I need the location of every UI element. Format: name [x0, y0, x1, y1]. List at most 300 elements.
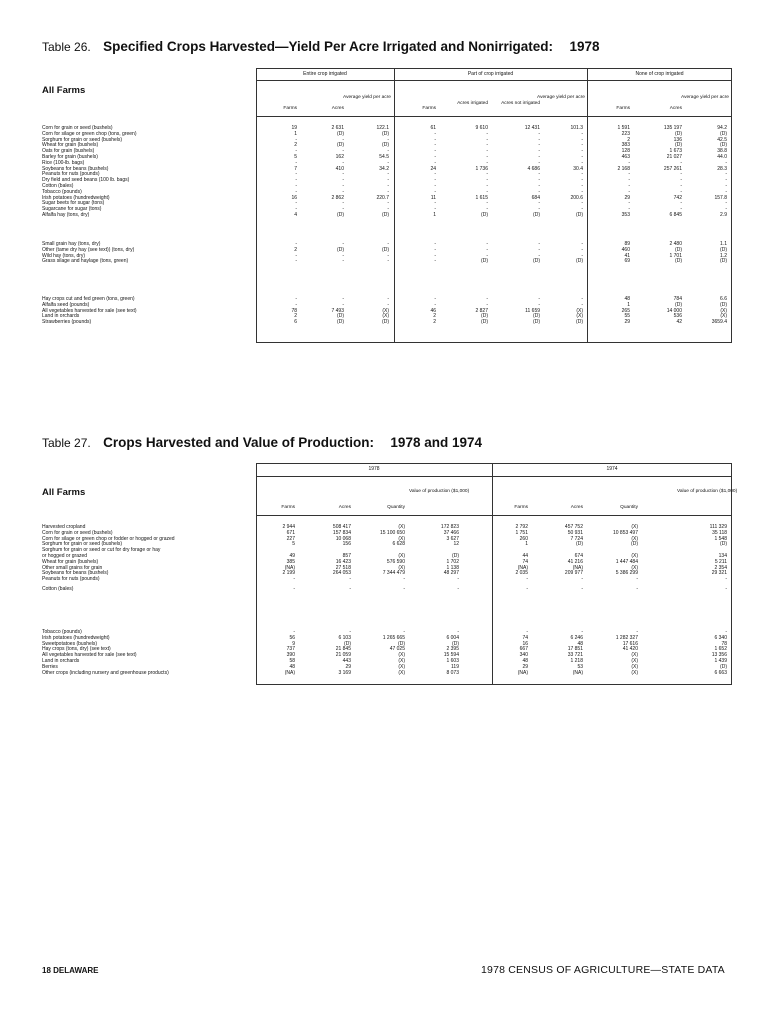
table26-row-label: Grass silage and haylage (tons, green) — [42, 258, 129, 265]
table27-cell: 48 — [522, 658, 528, 664]
table27-cell: (X) — [398, 663, 405, 670]
table26-cell: 30.4 — [573, 165, 583, 172]
table27-group-header: 1974 — [606, 466, 618, 472]
table26-cell: - — [342, 296, 344, 302]
table27-cell: 33 721 — [567, 652, 583, 659]
table27-cell: 5 — [292, 541, 295, 548]
table26-cell: - — [538, 154, 540, 160]
table27-cell: - — [457, 576, 459, 583]
table26-cell: - — [680, 206, 682, 213]
table26-row-label: Corn for silage or green chop (tons, green) — [42, 130, 137, 137]
table27-cell: (D) — [720, 541, 727, 548]
table27-cell: (X) — [398, 524, 405, 530]
table27-cell: 1 282 327 — [615, 634, 638, 641]
table27-cell: 737 — [286, 646, 295, 653]
table27-cell: (X) — [631, 663, 638, 670]
table27-cell: 2 199 — [282, 570, 295, 577]
table26-cell: - — [725, 188, 727, 195]
table26-cell: (X) — [382, 313, 389, 320]
table26-row-label: Oats for grain (bushels) — [42, 148, 95, 155]
table-26-year: 1978 — [569, 39, 600, 54]
table26-cell: (D) — [382, 246, 389, 253]
table26-cell: - — [581, 200, 583, 207]
table26-cell: - — [387, 148, 389, 155]
table27-cell: 156 — [342, 541, 351, 548]
table26-cell: 29 — [624, 194, 630, 201]
table26-cell: - — [295, 252, 297, 259]
table26-row-label: Soybeans for beans (bushels) — [42, 165, 109, 172]
table27-cell: (X) — [398, 669, 405, 676]
table27-cell: 111 329 — [709, 524, 727, 530]
table27-cell: (D) — [344, 640, 351, 647]
table26-cell: - — [387, 177, 389, 184]
table27-cell: 1 652 — [714, 646, 727, 653]
table27-cell: 9 — [292, 640, 295, 647]
table26-column-header: Farms — [422, 106, 436, 112]
table26-cell: - — [342, 301, 344, 308]
table27-cell: 49 — [289, 553, 295, 559]
table26-cell: - — [486, 171, 488, 178]
table26-row-label: Cotton (bales) — [42, 183, 74, 189]
table27-cell: - — [403, 586, 405, 592]
table-26-number: Table 26. — [42, 40, 91, 54]
table26-cell: - — [342, 183, 344, 189]
table26-cell: 21 027 — [666, 154, 682, 160]
table27-cell: - — [403, 629, 405, 635]
table26-cell: - — [538, 188, 540, 195]
table27-cell: (NA) — [572, 669, 583, 676]
table27-cell: - — [349, 576, 351, 583]
table27-cell: - — [293, 576, 295, 583]
table27-cell: 157 834 — [332, 529, 351, 536]
table26-cell: - — [486, 252, 488, 259]
table26-cell: - — [342, 188, 344, 195]
table26-cell: 784 — [673, 296, 682, 302]
table26-cell: (D) — [382, 130, 389, 137]
table26-cell: - — [725, 183, 727, 189]
table26-cell: 2 — [294, 246, 297, 253]
table26-cell: 410 — [335, 165, 344, 172]
table26-cell: - — [725, 177, 727, 184]
table26-row-label: Corn for grain or seed (bushels) — [42, 125, 113, 131]
table26-cell: - — [387, 159, 389, 166]
table26-cell: 157.8 — [714, 194, 727, 201]
table27-row-label: Corn for grain or seed (bushels) — [42, 529, 113, 536]
table27-cell: 2 035 — [515, 570, 528, 577]
table27-cell: 29 — [345, 663, 351, 670]
table26-cell: 1 736 — [475, 165, 488, 172]
table26-cell: (D) — [675, 258, 682, 265]
table26-cell: 1 — [627, 301, 630, 308]
table27-cell: - — [457, 629, 459, 635]
table26-cell: - — [486, 154, 488, 160]
table27-column-header: Value of production ($1,000) — [677, 488, 738, 494]
table27-cell: 7 344 479 — [382, 570, 405, 577]
table27-row-label: Land in orchards — [42, 658, 80, 664]
table26-cell: (D) — [382, 212, 389, 218]
table26-cell: - — [725, 159, 727, 166]
table26-group-rule — [256, 80, 732, 81]
table26-cell: - — [434, 241, 436, 247]
table26-cell: - — [725, 200, 727, 207]
table26-cell: - — [581, 296, 583, 302]
table26-cell: 2.9 — [720, 212, 727, 218]
table27-row-label: Berries — [42, 663, 58, 670]
table27-cell: 21 059 — [335, 652, 351, 659]
table27-column-header: Acres — [338, 505, 351, 511]
table26-cell: - — [486, 246, 488, 253]
table27-row-label: or hogged or grazed — [42, 553, 88, 559]
table27-row-label: Sorghum for grain or seed (bushels) — [42, 541, 123, 548]
table27-cell: 340 — [519, 652, 528, 659]
table-27-years: 1978 and 1974 — [390, 435, 482, 450]
table26-cell: - — [434, 206, 436, 213]
table26-cell: (D) — [337, 246, 344, 253]
footer-publication-label: 1978 CENSUS OF AGRICULTURE—STATE DATA — [481, 964, 725, 976]
table26-row-label: Barley for grain (bushels) — [42, 154, 98, 160]
table26-cell: 28.3 — [717, 165, 727, 172]
table26-cell: 4 — [294, 212, 297, 218]
table26-column-header: Average yield per acre — [681, 95, 729, 101]
table27-cell: 576 590 — [386, 558, 405, 565]
table26-row-label: Rice (100-lb. bags) — [42, 159, 85, 166]
table26-cell: - — [295, 200, 297, 207]
table27-column-header: Quantity — [620, 505, 638, 511]
table26-cell: 38.8 — [717, 148, 727, 155]
table27-cell: 1 447 484 — [615, 558, 638, 565]
table26-cell: (D) — [675, 246, 682, 253]
table26-cell: - — [680, 159, 682, 166]
table27-row-label: Corn for silage or green chop or fodder or hogged or grazed — [42, 535, 175, 542]
table27-cell: 1 702 — [446, 558, 459, 565]
table26-cell: - — [387, 241, 389, 247]
table27-cell: - — [725, 576, 727, 583]
table26-cell: - — [486, 130, 488, 137]
table27-cell: - — [457, 586, 459, 592]
table27-cell: - — [636, 576, 638, 583]
table26-cell: - — [434, 177, 436, 184]
table27-cell: (D) — [720, 663, 727, 670]
table27-row-label: Hay crops (tons, dry) (see text) — [42, 646, 111, 653]
table26-cell: (D) — [533, 319, 540, 326]
table26-row-label: Alfalfa hay (tons, dry) — [42, 212, 90, 218]
table-27-title-block — [42, 434, 482, 452]
table27-cell: 74 — [522, 634, 528, 641]
table26-cell: 34.2 — [379, 165, 389, 172]
table26-cell: 742 — [673, 194, 682, 201]
table26-cell: - — [581, 188, 583, 195]
table26-row-label: Land in orchards — [42, 313, 80, 320]
table26-row-label: Dry field and seed beans (100 lb. bags) — [42, 177, 130, 184]
table27-cell: (D) — [576, 541, 583, 548]
table27-cell: - — [526, 576, 528, 583]
table26-cell: - — [387, 171, 389, 178]
table27-cell: 74 — [522, 558, 528, 565]
table27-cell: (X) — [631, 658, 638, 664]
table26-cell: - — [581, 246, 583, 253]
table26-row-label: Peanuts for nuts (pounds) — [42, 171, 100, 178]
table27-cell: 1 548 — [714, 535, 727, 542]
table26-cell: - — [295, 206, 297, 213]
table26-cell: 41 — [624, 252, 630, 259]
table27-cell: 264 053 — [332, 570, 351, 577]
table26-cell: - — [581, 148, 583, 155]
table26-cell: 54.5 — [379, 154, 389, 160]
table27-cell: 390 — [286, 652, 295, 659]
table26-cell: - — [628, 183, 630, 189]
table27-cell: 3 627 — [446, 535, 459, 542]
table26-cell: - — [486, 159, 488, 166]
table26-cell: - — [342, 148, 344, 155]
table27-cell: (X) — [398, 553, 405, 559]
table26-cell: 1.1 — [720, 241, 727, 247]
table26-cell: - — [581, 171, 583, 178]
table26-cell: 69 — [624, 258, 630, 265]
table27-cell: 41 420 — [622, 646, 638, 653]
table26-cell: 2 — [433, 313, 436, 320]
table27-column-header: Value of production ($1,000) — [409, 488, 470, 494]
table26-column-header: Acres — [331, 106, 344, 112]
table27-cell: 857 — [342, 553, 351, 559]
table26-cell: - — [486, 177, 488, 184]
table26-cell: (D) — [720, 301, 727, 308]
table26-cell: (D) — [675, 142, 682, 149]
table27-column-header: Farms — [514, 505, 528, 511]
table26-cell: 1 — [294, 130, 297, 137]
table27-cell: 172 823 — [440, 524, 459, 530]
table27-cell: (D) — [631, 541, 638, 548]
table26-cell: - — [434, 159, 436, 166]
table27-cell: (X) — [398, 652, 405, 659]
table26-cell: - — [434, 171, 436, 178]
table26-cell: 463 — [621, 154, 630, 160]
table26-cell: - — [581, 183, 583, 189]
table27-cell: - — [581, 576, 583, 583]
table26-cell: - — [295, 241, 297, 247]
table27-cell: 6 628 — [392, 541, 405, 548]
table26-cell: - — [342, 159, 344, 166]
table26-cell: 200.6 — [570, 194, 583, 201]
table27-cell: 12 — [453, 541, 459, 548]
table26-cell: - — [486, 200, 488, 207]
table27-cell: 7 724 — [570, 535, 583, 542]
table26-cell: 2 168 — [617, 165, 630, 172]
table26-cell: (D) — [382, 142, 389, 149]
table26-cell: - — [434, 246, 436, 253]
table26-cell: - — [538, 301, 540, 308]
table27-cell: 134 — [718, 553, 727, 559]
footer-page-label: 18 DELAWARE — [42, 966, 99, 975]
table26-group-header: Part of crop irrigated — [467, 71, 514, 77]
table26-cell: - — [486, 136, 488, 143]
table26-column-header: Acres not irrigated — [501, 100, 540, 106]
table26-cell: 353 — [621, 212, 630, 218]
table26-cell: (D) — [533, 212, 540, 218]
table27-cell: - — [636, 586, 638, 592]
table26-cell: - — [581, 130, 583, 137]
table27-row-label: All vegetables harvested for sale (see text) — [42, 652, 137, 659]
table26-cell: 460 — [621, 246, 630, 253]
table27-cell: - — [293, 586, 295, 592]
table26-cell: 2 — [627, 136, 630, 143]
table26-cell: - — [295, 258, 297, 265]
table26-cell: 42 — [676, 319, 682, 326]
table27-row-label: Soybeans for beans (bushels) — [42, 570, 109, 577]
table26-cell: - — [538, 183, 540, 189]
table27-cell: 10 853 497 — [612, 529, 638, 536]
table26-cell: 101.3 — [570, 125, 583, 131]
table27-cell: 260 — [519, 535, 528, 542]
table26-cell: 1 701 — [669, 252, 682, 259]
table26-cell: 5 — [294, 154, 297, 160]
table-26-stub-title: All Farms — [42, 85, 86, 96]
table26-cell: - — [434, 188, 436, 195]
table26-cell: 383 — [621, 142, 630, 149]
table26-cell: (D) — [720, 246, 727, 253]
table27-cell: 3 169 — [338, 669, 351, 676]
table26-cell: 536 — [673, 313, 682, 320]
table-27-stub-title: All Farms — [42, 487, 86, 498]
table27-cell: (X) — [631, 553, 638, 559]
table26-header-rule — [256, 116, 732, 117]
table27-cell: (D) — [398, 640, 405, 647]
table26-cell: - — [434, 130, 436, 137]
table26-row-label: Alfalfa seed (pounds) — [42, 301, 90, 308]
table26-cell: 6.6 — [720, 296, 727, 302]
table27-cell: (NA) — [517, 564, 528, 571]
table27-cell: 1 — [525, 541, 528, 548]
table27-cell: 13 356 — [711, 652, 727, 659]
table26-row-label: Strawberries (pounds) — [42, 319, 92, 326]
table26-cell: - — [581, 159, 583, 166]
table27-cell: 6 103 — [338, 634, 351, 641]
table26-cell: - — [295, 148, 297, 155]
table27-cell: 47 025 — [389, 646, 405, 653]
table27-cell: 8 073 — [446, 669, 459, 676]
table27-cell: (X) — [398, 564, 405, 571]
table27-row-label: Sweetpotatoes (bushels) — [42, 640, 98, 647]
table26-cell: - — [295, 301, 297, 308]
table27-cell: - — [293, 629, 295, 635]
table27-cell: (NA) — [284, 564, 295, 571]
table26-cell: 78 — [291, 307, 297, 314]
table27-cell: - — [526, 629, 528, 635]
table26-cell: (D) — [533, 258, 540, 265]
table26-cell: - — [486, 142, 488, 149]
table27-cell: 44 — [522, 553, 528, 559]
table26-row-label: Sugarcane for sugar (tons) — [42, 206, 102, 213]
table27-cell: 443 — [342, 658, 351, 664]
table26-cell: 94.2 — [717, 125, 727, 131]
table26-cell: (D) — [337, 142, 344, 149]
table26-cell: (D) — [576, 258, 583, 265]
table27-cell: (NA) — [572, 564, 583, 571]
table27-cell: 1 751 — [515, 529, 528, 536]
table26-cell: (D) — [481, 319, 488, 326]
table26-cell: 162 — [335, 154, 344, 160]
table26-cell: - — [538, 177, 540, 184]
table27-cell: 15 594 — [443, 652, 459, 659]
table26-cell: - — [387, 301, 389, 308]
table27-cell: 1 218 — [570, 658, 583, 664]
table26-cell: - — [434, 154, 436, 160]
table27-cell: 37 466 — [443, 529, 459, 536]
table26-cell: - — [295, 188, 297, 195]
table26-cell: - — [387, 183, 389, 189]
table26-cell: 9 610 — [475, 125, 488, 131]
table27-cell: 2 354 — [714, 564, 727, 571]
table27-column-header: Farms — [281, 505, 295, 511]
table26-cell: 1.2 — [720, 252, 727, 259]
table26-cell: 2 631 — [331, 125, 344, 131]
table27-row-label: Sorghum for grain or seed or cut for dry forage or hay — [42, 547, 161, 554]
table26-cell: (X) — [720, 307, 727, 314]
table26-cell: 24 — [430, 165, 436, 172]
table26-cell: - — [581, 142, 583, 149]
table27-row-label: Wheat for grain (bushels) — [42, 558, 99, 565]
table27-cell: 17 851 — [567, 646, 583, 653]
table-27-title: Crops Harvested and Value of Production: — [103, 435, 374, 450]
table27-cell: 6 004 — [446, 634, 459, 641]
table26-cell: - — [434, 296, 436, 302]
table26-cell: - — [628, 206, 630, 213]
table27-cell: 16 — [522, 640, 528, 647]
table27-cell: 48 297 — [443, 570, 459, 577]
table26-column-header: Farms — [283, 106, 297, 112]
table26-cell: 2 — [294, 142, 297, 149]
table26-cell: 61 — [430, 125, 436, 131]
table26-cell: 12 431 — [524, 125, 540, 131]
table26-cell: 1 — [433, 212, 436, 218]
table26-cell: 2 — [433, 319, 436, 326]
table27-cell: 1 138 — [446, 564, 459, 571]
table26-cell: - — [295, 183, 297, 189]
table26-cell: - — [538, 206, 540, 213]
table27-column-header: Quantity — [387, 505, 405, 511]
table26-cell: - — [538, 130, 540, 137]
table27-cell: (NA) — [284, 669, 295, 676]
table26-cell: - — [434, 200, 436, 207]
table26-cell: - — [680, 200, 682, 207]
table26-cell: (D) — [481, 258, 488, 265]
table26-cell: - — [434, 258, 436, 265]
table26-cell: - — [581, 154, 583, 160]
table26-column-header: Average yield per acre — [537, 95, 585, 101]
table27-cell: 15 100 650 — [379, 529, 405, 536]
table26-cell: 220.7 — [376, 194, 389, 201]
table26-cell: 6 — [294, 319, 297, 326]
table26-cell: - — [342, 252, 344, 259]
table26-cell: 135 197 — [663, 125, 682, 131]
table26-row-label: All vegetables harvested for sale (see text) — [42, 307, 137, 314]
table26-cell: - — [725, 171, 727, 178]
table26-cell: 1 615 — [475, 194, 488, 201]
table26-cell: - — [434, 142, 436, 149]
table27-cell: 78 — [721, 640, 727, 647]
table27-cell: 6 246 — [570, 634, 583, 641]
table26-group-header: Entire crop irrigated — [303, 71, 347, 77]
table27-cell: - — [403, 576, 405, 583]
table27-cell: 671 — [286, 529, 295, 536]
table27-header-rule — [256, 515, 732, 516]
table26-cell: 55 — [624, 313, 630, 320]
table27-cell: - — [725, 629, 727, 635]
table27-cell: 6 340 — [714, 634, 727, 641]
table26-cell: - — [538, 148, 540, 155]
table26-cell: 11 659 — [525, 307, 540, 314]
table26-cell: 7 493 — [331, 307, 344, 314]
table26-cell: - — [342, 258, 344, 265]
